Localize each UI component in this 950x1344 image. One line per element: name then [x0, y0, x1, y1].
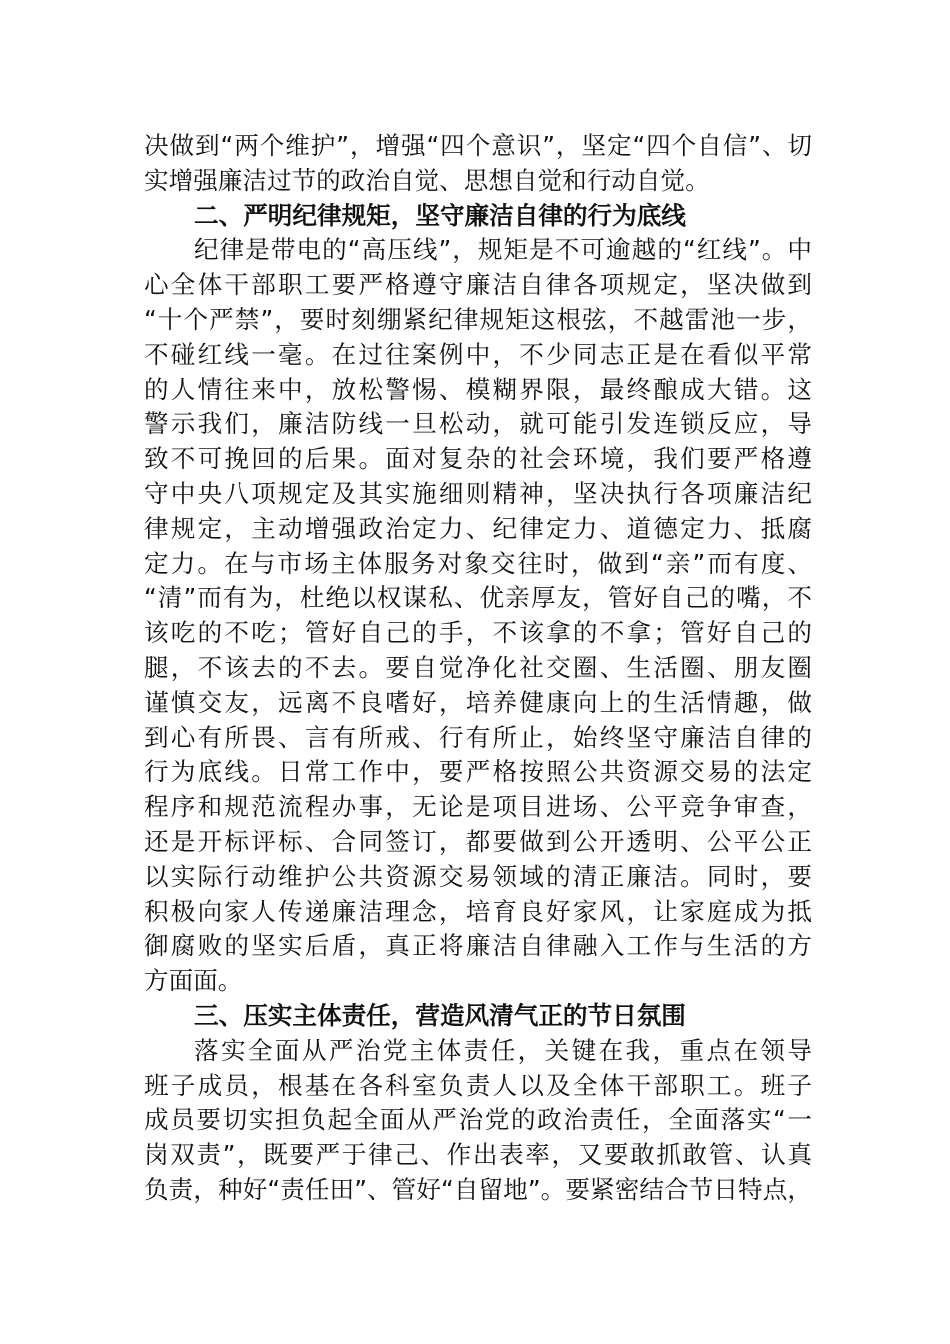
paragraph-line: 以实际行动维护公共资源交易领域的清正廉洁。同时，要 — [144, 861, 812, 891]
paragraph-line: 负责，种好“责任田”、管好“自留地”。要紧密结合节日特点， — [144, 1174, 812, 1204]
paragraph-line: 的人情往来中，放松警惕、模糊界限，最终酿成大错。这 — [144, 374, 812, 404]
paragraph-line: 该吃的不吃；管好自己的手，不该拿的不拿；管好自己的 — [144, 618, 812, 648]
section-heading: 二、严明纪律规矩，坚守廉洁自律的行为底线 — [194, 200, 686, 230]
paragraph-line: 决做到“两个维护”，增强“四个意识”，坚定“四个自信”、切 — [144, 131, 812, 160]
document-body — [144, 129, 812, 1208]
paragraph-line: 不碰红线一毫。在过往案例中，不少同志正是在看似平常 — [144, 339, 812, 369]
paragraph-line: 致不可挽回的后果。面对复杂的社会环境，我们要严格遵 — [144, 444, 812, 474]
paragraph-line: 程序和规范流程办事，无论是项目进场、公平竞争审查， — [144, 792, 812, 822]
paragraph-line: 定力。在与市场主体服务对象交往时，做到“亲”而有度、 — [144, 548, 812, 578]
paragraph-line: 方面面。 — [144, 966, 243, 996]
paragraph-line: 律规定，主动增强政治定力、纪律定力、道德定力、抵腐 — [144, 513, 812, 543]
paragraph-line: 落实全面从严治党主体责任，关键在我，重点在领导 — [194, 1035, 812, 1065]
paragraph-line: 还是开标评标、合同签订，都要做到公开透明、公平公正 — [144, 826, 812, 856]
paragraph-line: 岗双责”，既要严于律己、作出表率，又要敢抓敢管、认真 — [144, 1140, 812, 1170]
paragraph-line: 警示我们，廉洁防线一旦松动，就可能引发连锁反应，导 — [144, 409, 812, 439]
paragraph-line: 心全体干部职工要严格遵守廉洁自律各项规定，坚决做到 — [144, 270, 812, 300]
paragraph-line: 到心有所畏、言有所戒、行有所止，始终坚守廉洁自律的 — [144, 722, 812, 752]
paragraph-line: 御腐败的坚实后盾，真正将廉洁自律融入工作与生活的方 — [144, 931, 812, 961]
paragraph-line: “十个严禁”，要时刻绷紧纪律规矩这根弦，不越雷池一步， — [144, 304, 812, 334]
paragraph-line: 腿，不该去的不去。要自觉净化社交圈、生活圈、朋友圈 — [144, 652, 812, 682]
paragraph-line: 纪律是带电的“高压线”，规矩是不可逾越的“红线”。中 — [194, 235, 812, 265]
paragraph-line: “清”而有为，杜绝以权谋私、优亲厚友，管好自己的嘴，不 — [144, 583, 812, 613]
paragraph-line: 守中央八项规定及其实施细则精神，坚决执行各项廉洁纪 — [144, 478, 812, 508]
section-heading: 三、压实主体责任，营造风清气正的节日氛围 — [194, 1000, 686, 1030]
paragraph-line: 积极向家人传递廉洁理念，培育良好家风，让家庭成为抵 — [144, 896, 812, 926]
paragraph-line: 行为底线。日常工作中，要严格按照公共资源交易的法定 — [144, 757, 812, 787]
paragraph-line: 成员要切实担负起全面从严治党的政治责任，全面落实“一 — [144, 1105, 812, 1135]
paragraph-line: 实增强廉洁过节的政治自觉、思想自觉和行动自觉。 — [144, 165, 710, 195]
paragraph-line: 班子成员，根基在各科室负责人以及全体干部职工。班子 — [144, 1070, 812, 1100]
paragraph-line: 谨慎交友，远离不良嗜好，培养健康向上的生活情趣，做 — [144, 687, 812, 717]
